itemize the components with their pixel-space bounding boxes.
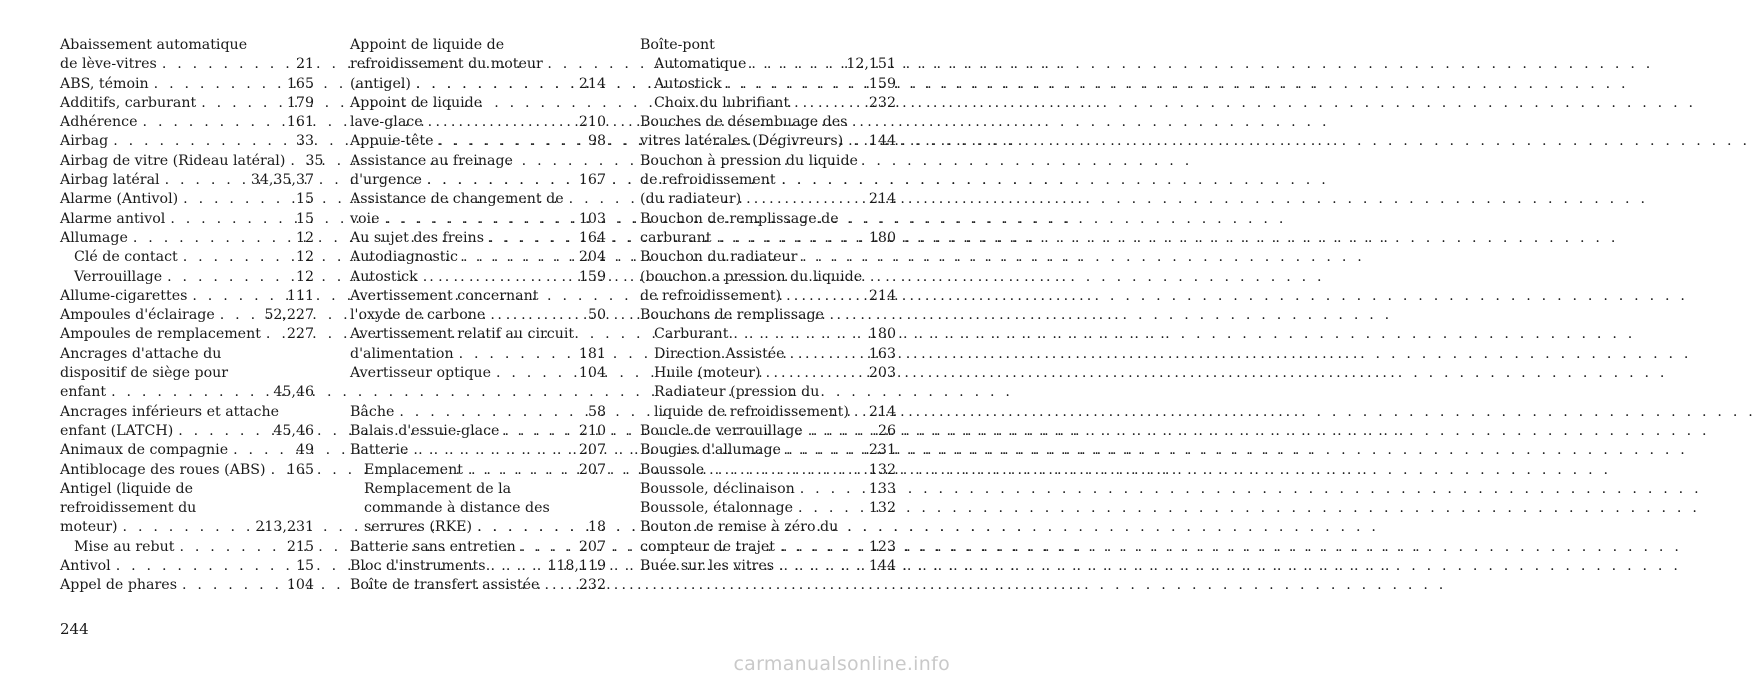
index-term: Verrouillage	[74, 268, 163, 285]
page-reference: 159	[868, 75, 896, 92]
page-number: 244	[60, 620, 89, 638]
index-entry	[640, 557, 896, 576]
dot-leader	[504, 422, 573, 441]
index-term: Allume-cigarettes	[60, 287, 188, 304]
index-entry	[60, 268, 314, 287]
dot-leader	[399, 403, 583, 422]
index-term: Bouchon à pression du liquide	[640, 152, 858, 169]
page-reference: 203	[868, 365, 896, 382]
dot-leader	[192, 287, 282, 306]
index-entry	[640, 55, 896, 74]
index-term: voie	[350, 210, 380, 227]
dot-leader	[521, 538, 574, 557]
index-entry	[60, 403, 314, 422]
dot-leader	[709, 461, 864, 480]
page-reference: 214	[868, 287, 896, 304]
dot-leader	[477, 518, 583, 537]
index-entry	[60, 518, 314, 537]
dot-leader	[800, 480, 864, 499]
index-entry	[640, 461, 896, 480]
index-entry	[640, 364, 896, 383]
index-entry	[640, 268, 896, 287]
index-entry	[350, 557, 606, 576]
dot-leader	[798, 499, 864, 518]
index-term: Ampoules d'éclairage	[60, 307, 215, 324]
dot-leader	[786, 441, 864, 460]
index-term: Boucle de verrouillage	[640, 422, 803, 439]
index-entry	[60, 113, 314, 132]
page-reference: 123	[868, 538, 896, 555]
dot-leader	[271, 461, 282, 480]
index-entry	[60, 132, 314, 151]
index-entry	[350, 480, 606, 499]
index-term: Additifs, carburant	[60, 94, 197, 111]
dot-leader	[790, 345, 864, 364]
index-term: Bouchon de remplissage de	[640, 210, 839, 227]
index-term: Antiblocage des roues (ABS)	[60, 461, 266, 478]
index-term: Airbag	[60, 133, 109, 150]
index-term: Batterie	[350, 442, 409, 459]
page-reference: 103	[578, 210, 606, 227]
index-term: de refroidissement	[640, 172, 776, 189]
page-reference: 132	[868, 461, 896, 478]
dot-leader	[427, 171, 574, 190]
index-term: Appuie-tête	[350, 133, 434, 150]
index-entry	[60, 480, 314, 499]
index-entry	[350, 171, 606, 190]
index-term: lave-glace	[350, 114, 423, 131]
index-term: Boîte-pont	[640, 37, 715, 53]
index-term: Avertissement relatif au circuit	[350, 326, 575, 343]
index-entry	[350, 248, 606, 267]
dot-leader	[111, 383, 268, 402]
page-reference: 133	[868, 480, 896, 497]
index-entry	[60, 94, 314, 113]
index-entry	[640, 210, 896, 229]
index-entry	[640, 480, 896, 499]
page-reference: 181	[578, 345, 606, 362]
dot-leader	[746, 190, 864, 209]
page-reference: 232	[868, 94, 896, 111]
dot-leader	[428, 113, 574, 132]
dot-leader	[766, 364, 864, 383]
index-entry	[60, 345, 314, 364]
page-reference: 213,231	[255, 519, 314, 536]
page-reference: 232	[578, 577, 606, 594]
page-reference: 15	[295, 558, 314, 575]
dot-leader	[413, 441, 574, 460]
index-entry	[60, 287, 314, 306]
index-entry	[60, 75, 314, 94]
index-entry	[640, 441, 896, 460]
index-term: Huile (moteur)	[654, 365, 761, 382]
index-term: Avertissement concernant	[350, 287, 539, 304]
index-term: Au sujet des freins	[350, 229, 484, 246]
index-term: Airbag de vitre (Rideau latéral)	[60, 152, 286, 169]
index-entry	[60, 364, 314, 383]
index-entry	[60, 190, 314, 209]
page-reference: 165	[286, 75, 314, 92]
page-reference: 118,119	[547, 558, 606, 575]
page-reference: 45,46	[273, 422, 314, 439]
index-term: Alarme antivol	[60, 210, 166, 227]
page-reference: 180	[868, 229, 896, 246]
dot-leader	[848, 132, 864, 151]
index-entry	[640, 325, 896, 344]
page-reference: 111	[286, 287, 314, 304]
index-term: de refroidissement)	[640, 287, 782, 304]
index-entry	[350, 461, 606, 480]
index-term: carburant	[640, 229, 712, 246]
watermark: carmanualsonline.info	[733, 653, 950, 675]
index-entry	[60, 576, 314, 595]
dot-leader	[154, 75, 282, 94]
index-entry	[60, 248, 314, 267]
index-entry	[640, 422, 896, 441]
index-term: Radiateur (pression du	[654, 384, 820, 401]
index-entry	[640, 152, 896, 171]
index-term: Autostick	[350, 268, 418, 285]
index-entry	[350, 422, 606, 441]
page-reference: 165	[286, 461, 314, 478]
index-entry	[60, 557, 314, 576]
dot-leader	[463, 248, 574, 267]
index-term: Bouchons de remplissage	[640, 307, 824, 324]
index-entry	[350, 113, 606, 132]
index-term: de lève-vitres	[60, 56, 157, 73]
dot-leader	[786, 287, 864, 306]
index-entry	[640, 499, 896, 518]
index-term: Antigel (liquide de	[60, 480, 193, 497]
page-reference: 45,46	[273, 384, 314, 401]
page-reference: 167	[578, 172, 606, 189]
dot-leader	[489, 229, 574, 248]
page-reference: 21	[295, 56, 314, 73]
index-entry	[60, 538, 314, 557]
page-reference: 164	[578, 229, 606, 246]
index-term: Carburant	[654, 326, 729, 343]
dot-leader	[170, 210, 291, 229]
page-reference: 104	[286, 577, 314, 594]
index-entry	[640, 94, 896, 113]
index-entry	[640, 190, 896, 209]
dot-leader	[266, 325, 282, 344]
index-term: dispositif de siège pour	[60, 365, 229, 382]
dot-leader	[233, 441, 291, 460]
index-term: Bouchon du radiateur	[640, 249, 798, 266]
index-entry	[60, 306, 314, 325]
index-term: Alarme (Antivol)	[60, 191, 179, 208]
index-entry	[350, 287, 606, 306]
dot-leader	[113, 132, 291, 151]
dot-leader	[183, 248, 291, 267]
index-term: (antigel)	[350, 75, 411, 92]
index-entry	[60, 36, 314, 55]
dot-leader	[751, 55, 841, 74]
page-reference: 179	[286, 94, 314, 111]
index-term: d'alimentation	[350, 345, 454, 362]
index-entry	[60, 210, 314, 229]
index-term: Appoint de liquide de	[350, 37, 505, 53]
index-term: Boîte de transfert assistée	[350, 577, 540, 594]
index-column-2	[350, 36, 606, 596]
index-entry	[350, 345, 606, 364]
index-entry	[60, 55, 314, 74]
index-column-3	[640, 36, 896, 576]
page-reference: 207	[578, 442, 606, 459]
index-term: ABS, témoin	[60, 75, 149, 92]
index-term: Adhérence	[60, 114, 138, 131]
index-entry	[640, 171, 896, 190]
page-reference: 12,151	[846, 56, 896, 73]
page-reference: 18	[587, 519, 606, 536]
page-reference: 214	[578, 75, 606, 92]
dot-leader	[167, 268, 291, 287]
index-entry	[640, 248, 896, 267]
index-term: Automatique	[654, 56, 747, 73]
index-entry	[350, 132, 606, 151]
index-entry	[640, 383, 896, 402]
index-term: Balais d'essuie-glace	[350, 422, 500, 439]
page-reference: 35	[305, 152, 324, 169]
page-reference: 207	[578, 538, 606, 555]
index-entry	[350, 94, 606, 113]
index-entry	[350, 576, 606, 595]
index-entry	[60, 152, 324, 171]
index-entry	[350, 75, 606, 94]
index-term: Bouches de désembuage des	[640, 114, 848, 131]
index-term: Autodiagnostic	[350, 249, 458, 266]
dot-leader	[717, 229, 864, 248]
dot-leader	[162, 55, 291, 74]
index-entry	[350, 55, 606, 74]
index-term: Allumage	[60, 229, 128, 246]
page-reference: 214	[868, 191, 896, 208]
index-entry	[60, 441, 314, 460]
page-reference: 214	[868, 403, 896, 420]
index-entry	[60, 461, 314, 480]
index-entry	[350, 190, 606, 209]
page-reference: 207	[578, 461, 606, 478]
index-term: Assistance de changement de	[350, 191, 564, 208]
dot-leader	[385, 210, 574, 229]
dot-leader	[491, 557, 543, 576]
page-reference: 159	[578, 268, 606, 285]
page-reference: 12	[295, 268, 314, 285]
index-entry	[350, 364, 606, 383]
index-entry	[60, 171, 314, 190]
page-reference: 104	[578, 365, 606, 382]
index-term: Autostick	[654, 75, 722, 92]
index-entry	[60, 422, 314, 441]
index-term: l'oxyde de carbone	[350, 307, 486, 324]
index-entry	[640, 132, 896, 151]
index-term: (du radiateur)	[640, 191, 742, 208]
index-term: commande à distance des	[364, 500, 550, 517]
index-term: Choix du lubrifiant	[654, 94, 790, 111]
index-entry	[640, 113, 896, 132]
index-term: Remplacement de la	[364, 480, 512, 497]
page-reference: 210	[578, 422, 606, 439]
index-term: Assistance au freinage	[350, 152, 513, 169]
index-term: Bloc d'instruments	[350, 558, 486, 575]
page-reference: 163	[868, 345, 896, 362]
index-entry	[640, 518, 896, 537]
index-term: Animaux de compagnie	[60, 442, 229, 459]
dot-leader	[808, 422, 873, 441]
index-term: Bâche	[350, 403, 395, 420]
page-reference: 33	[295, 133, 314, 150]
index-term: refroidissement du moteur	[350, 56, 543, 73]
dot-leader	[496, 364, 574, 383]
page-reference: 144	[868, 133, 896, 150]
page-reference: 144	[868, 558, 896, 575]
index-entry	[640, 287, 896, 306]
dot-leader	[133, 229, 291, 248]
dot-leader	[165, 171, 246, 190]
index-entry	[350, 499, 606, 518]
index-term: d'urgence	[350, 172, 422, 189]
index-entry	[350, 441, 606, 460]
index-term: Ampoules de remplacement	[60, 326, 261, 343]
page-reference: 50	[587, 307, 606, 324]
page-reference: 98	[587, 133, 606, 150]
dot-leader	[416, 75, 574, 94]
index-entry	[350, 152, 606, 171]
dot-leader	[459, 345, 574, 364]
page-reference: 132	[868, 500, 896, 517]
dot-leader	[220, 306, 260, 325]
page-reference: 26	[877, 422, 896, 439]
page-reference: 227	[286, 326, 314, 343]
index-entry	[640, 75, 896, 94]
dot-leader	[780, 538, 864, 557]
dot-leader	[854, 403, 864, 422]
dot-leader	[116, 557, 291, 576]
dot-leader	[727, 75, 864, 94]
index-term: refroidissement du	[60, 500, 197, 517]
index-entry	[350, 518, 606, 537]
dot-leader	[423, 268, 574, 287]
index-term: Abaissement automatique	[60, 37, 248, 53]
page-reference: 161	[286, 114, 314, 131]
index-term: vitres latérales (Dégivreurs)	[640, 133, 844, 150]
page-reference: 58	[587, 403, 606, 420]
index-term: serrures (RKE)	[364, 519, 473, 536]
dot-leader	[143, 113, 282, 132]
dot-leader	[183, 190, 291, 209]
index-term: Ancrages d'attache du	[60, 345, 222, 362]
index-term: Airbag latéral	[60, 172, 160, 189]
index-entry	[350, 210, 606, 229]
index-term: Bouton de remise à zéro du	[640, 519, 839, 536]
index-term: compteur de trajet	[640, 538, 775, 555]
page-reference: 15	[295, 210, 314, 227]
index-entry	[350, 325, 606, 344]
index-term: Boussole	[640, 461, 705, 478]
page-reference: 210	[578, 114, 606, 131]
index-entry	[350, 403, 606, 422]
dot-leader	[794, 94, 864, 113]
page-reference: 215	[286, 538, 314, 555]
index-term: Batterie sans entretien	[350, 538, 516, 555]
index-entry	[350, 229, 606, 248]
index-entry	[60, 383, 314, 402]
index-term: Antivol	[60, 558, 111, 575]
dot-leader	[201, 94, 282, 113]
dot-leader	[733, 325, 864, 344]
index-term: Bougies d'allumage	[640, 442, 781, 459]
dot-leader	[490, 306, 583, 325]
index-column-1	[60, 36, 324, 596]
dot-leader	[178, 422, 268, 441]
index-entry	[640, 36, 896, 55]
index-entry	[60, 499, 314, 518]
index-term: Avertisseur optique	[350, 365, 491, 382]
index-entry	[640, 229, 896, 248]
index-term: (bouchon a pression du liquide	[640, 268, 863, 285]
dot-leader	[179, 538, 281, 557]
index-entry	[350, 268, 606, 287]
index-entry	[60, 325, 314, 344]
index-entry	[350, 538, 606, 557]
index-term: enfant (LATCH)	[60, 422, 174, 439]
index-entry	[350, 36, 606, 55]
page-reference: 49	[295, 442, 314, 459]
index-term: liquide de refroidissement)	[654, 403, 849, 420]
index-term: Clé de contact	[74, 249, 178, 266]
dot-leader	[182, 576, 282, 595]
dot-leader	[123, 518, 251, 537]
index-term: Emplacement	[364, 461, 463, 478]
page-reference: 34,35,37	[250, 172, 314, 189]
dot-leader	[468, 461, 574, 480]
index-entry	[640, 345, 896, 364]
index-term: moteur)	[60, 519, 118, 536]
page-reference: 12	[295, 249, 314, 266]
index-entry	[640, 306, 896, 325]
dot-leader	[544, 576, 573, 595]
page-reference: 204	[578, 249, 606, 266]
index-term: Appoint de liquide	[350, 94, 483, 111]
index-term: Direction Assistée	[654, 345, 785, 362]
index-term: Boussole, déclinaison	[640, 480, 795, 497]
page-reference: 15	[295, 191, 314, 208]
index-term: Buée sur les vitres	[640, 558, 775, 575]
page-reference: 12	[295, 229, 314, 246]
page-reference: 231	[868, 442, 896, 459]
index-term: enfant	[60, 384, 107, 401]
index-entry	[640, 538, 896, 557]
dot-leader	[779, 557, 864, 576]
index-term: Appel de phares	[60, 577, 177, 594]
index-term: Mise au rebut	[74, 538, 175, 555]
page-reference: 180	[868, 326, 896, 343]
index-entry	[350, 306, 606, 325]
index-entry	[640, 403, 896, 422]
index-term: Boussole, étalonnage	[640, 500, 794, 517]
index-entry	[60, 229, 314, 248]
index-term: Ancrages inférieurs et attache	[60, 403, 279, 420]
dot-leader	[438, 132, 582, 151]
page-reference: 52,227	[264, 307, 314, 324]
dot-leader	[290, 152, 300, 171]
